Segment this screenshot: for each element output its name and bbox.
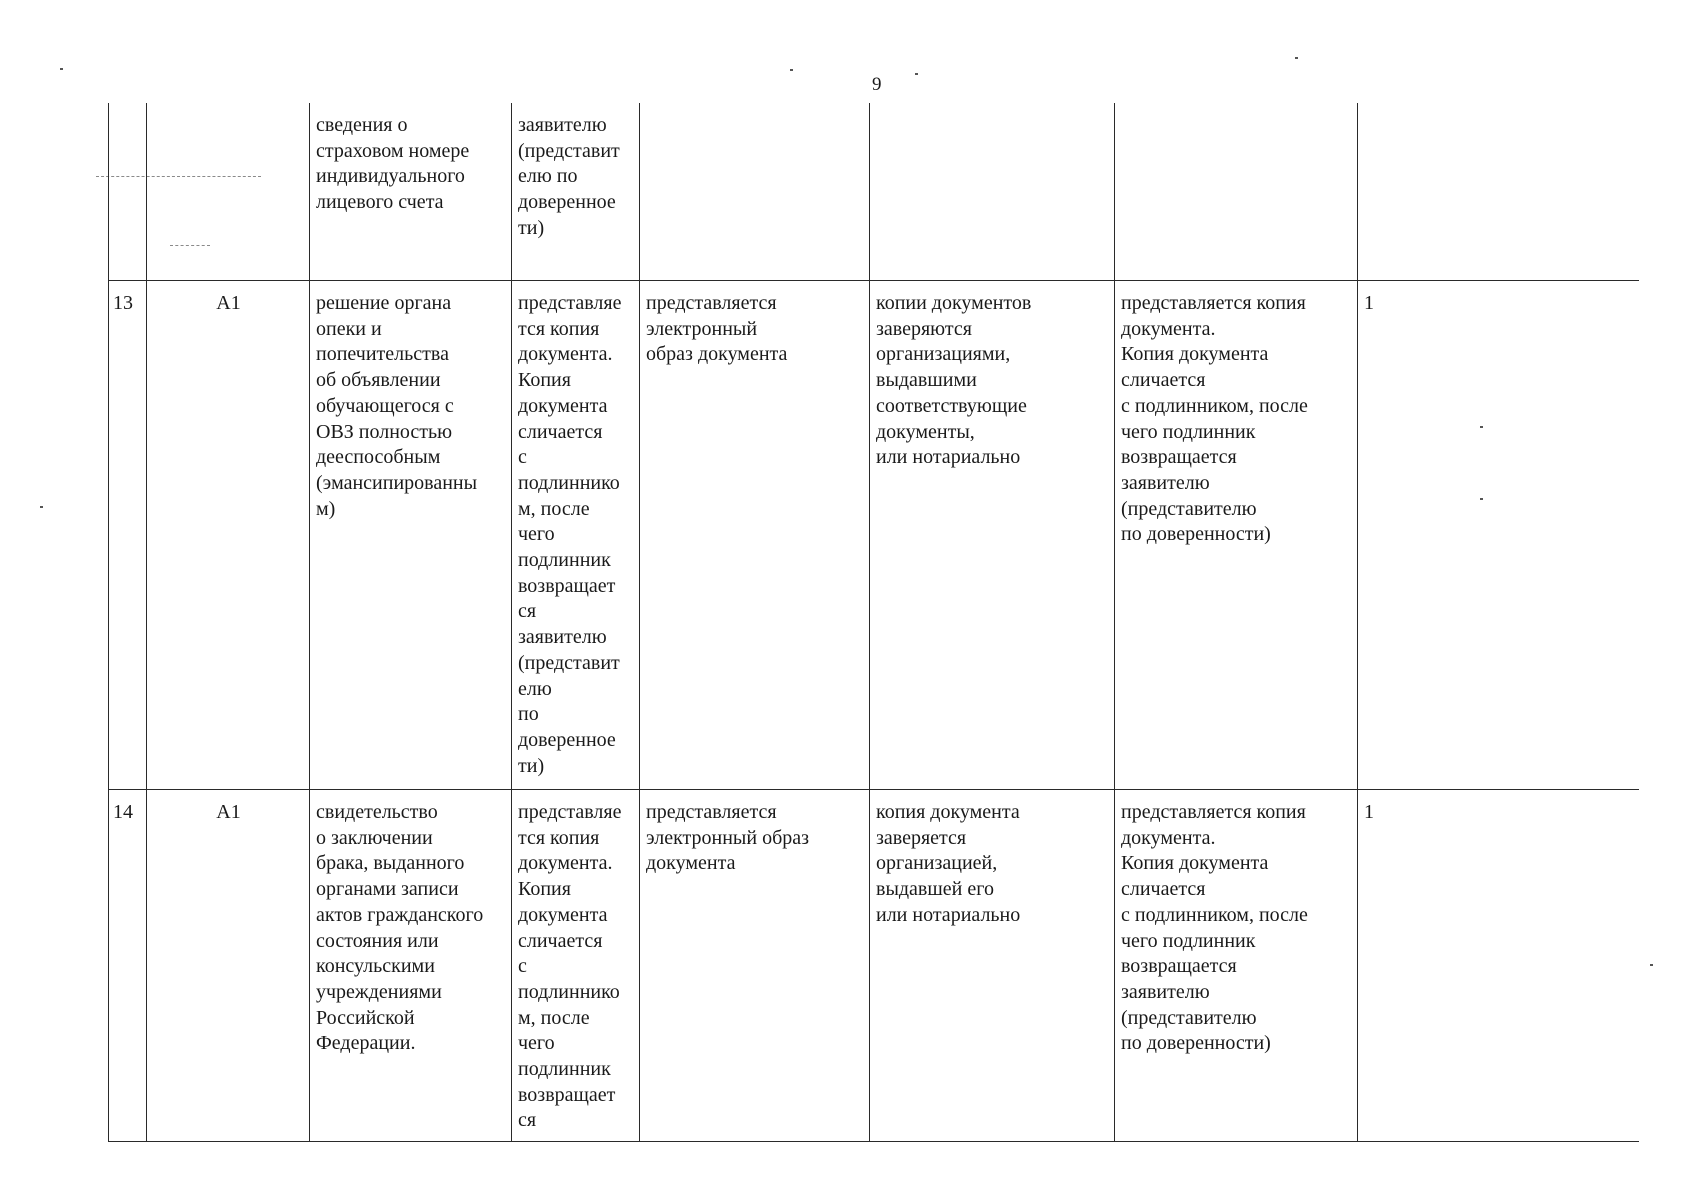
copy-procedure-cell: представляется копия документа. Копия документа сличается с подлинником, после чего подлинник возвращается заявителю (представителю по доверенности) bbox=[1115, 281, 1358, 790]
copy-procedure-cell bbox=[1115, 103, 1358, 281]
scan-speck bbox=[915, 73, 918, 75]
original-procedure-cell: представляе тся копия документа. Копия документа сличается с подлиннико м, после чего подлинник возвращает ся заявителю (представит елю по доверенное ти) bbox=[512, 281, 640, 790]
category-cell: А1 bbox=[147, 281, 310, 790]
requirements-cell: копии документов заверяются организациями, выдавшими соответствующие документы, или нотариально bbox=[870, 281, 1115, 790]
copy-procedure-cell: представляется копия документа. Копия документа сличается с подлинником, после чего подлинник возвращается заявителю (представителю по доверенности) bbox=[1115, 790, 1358, 1142]
document-name-cell: свидетельство о заключении брака, выданного органами записи актов гражданского состояния или консульскими учреждениями Российской Федерации. bbox=[310, 790, 512, 1142]
electronic-form-cell: представляется электронный образ документа bbox=[640, 281, 870, 790]
scan-speck bbox=[790, 69, 793, 71]
electronic-form-cell: представляется электронный образ документа bbox=[640, 790, 870, 1142]
row-number-cell: 13 bbox=[109, 281, 147, 790]
electronic-form-cell bbox=[640, 103, 870, 281]
scan-speck bbox=[60, 68, 63, 70]
count-cell bbox=[1358, 103, 1639, 281]
original-procedure-cell: представляе тся копия документа. Копия документа сличается с подлиннико м, после чего подлинник возвращает ся bbox=[512, 790, 640, 1142]
scan-speck bbox=[1650, 964, 1653, 966]
scan-speck bbox=[40, 506, 43, 508]
table-row bbox=[109, 281, 1639, 790]
table-row bbox=[109, 103, 1639, 281]
category-cell: А1 bbox=[147, 790, 310, 1142]
count-cell: 1 bbox=[1358, 790, 1639, 1142]
row-number-cell bbox=[109, 103, 147, 281]
scan-speck bbox=[1295, 57, 1298, 59]
page-number: 9 bbox=[872, 74, 882, 95]
documents-table bbox=[108, 103, 1639, 1142]
requirements-cell bbox=[870, 103, 1115, 281]
document-name-cell: сведения о страховом номере индивидуального лицевого счета bbox=[310, 103, 512, 281]
original-procedure-cell: заявителю (представит елю по доверенное ти) bbox=[512, 103, 640, 281]
document-name-cell: решение органа опеки и попечительства об объявлении обучающегося с ОВЗ полностью дееспособным (эмансипированны м) bbox=[310, 281, 512, 790]
category-cell bbox=[147, 103, 310, 281]
row-number-cell: 14 bbox=[109, 790, 147, 1142]
count-cell: 1 bbox=[1358, 281, 1639, 790]
table-row bbox=[109, 790, 1639, 1142]
requirements-cell: копия документа заверяется организацией, выдавшей его или нотариально bbox=[870, 790, 1115, 1142]
